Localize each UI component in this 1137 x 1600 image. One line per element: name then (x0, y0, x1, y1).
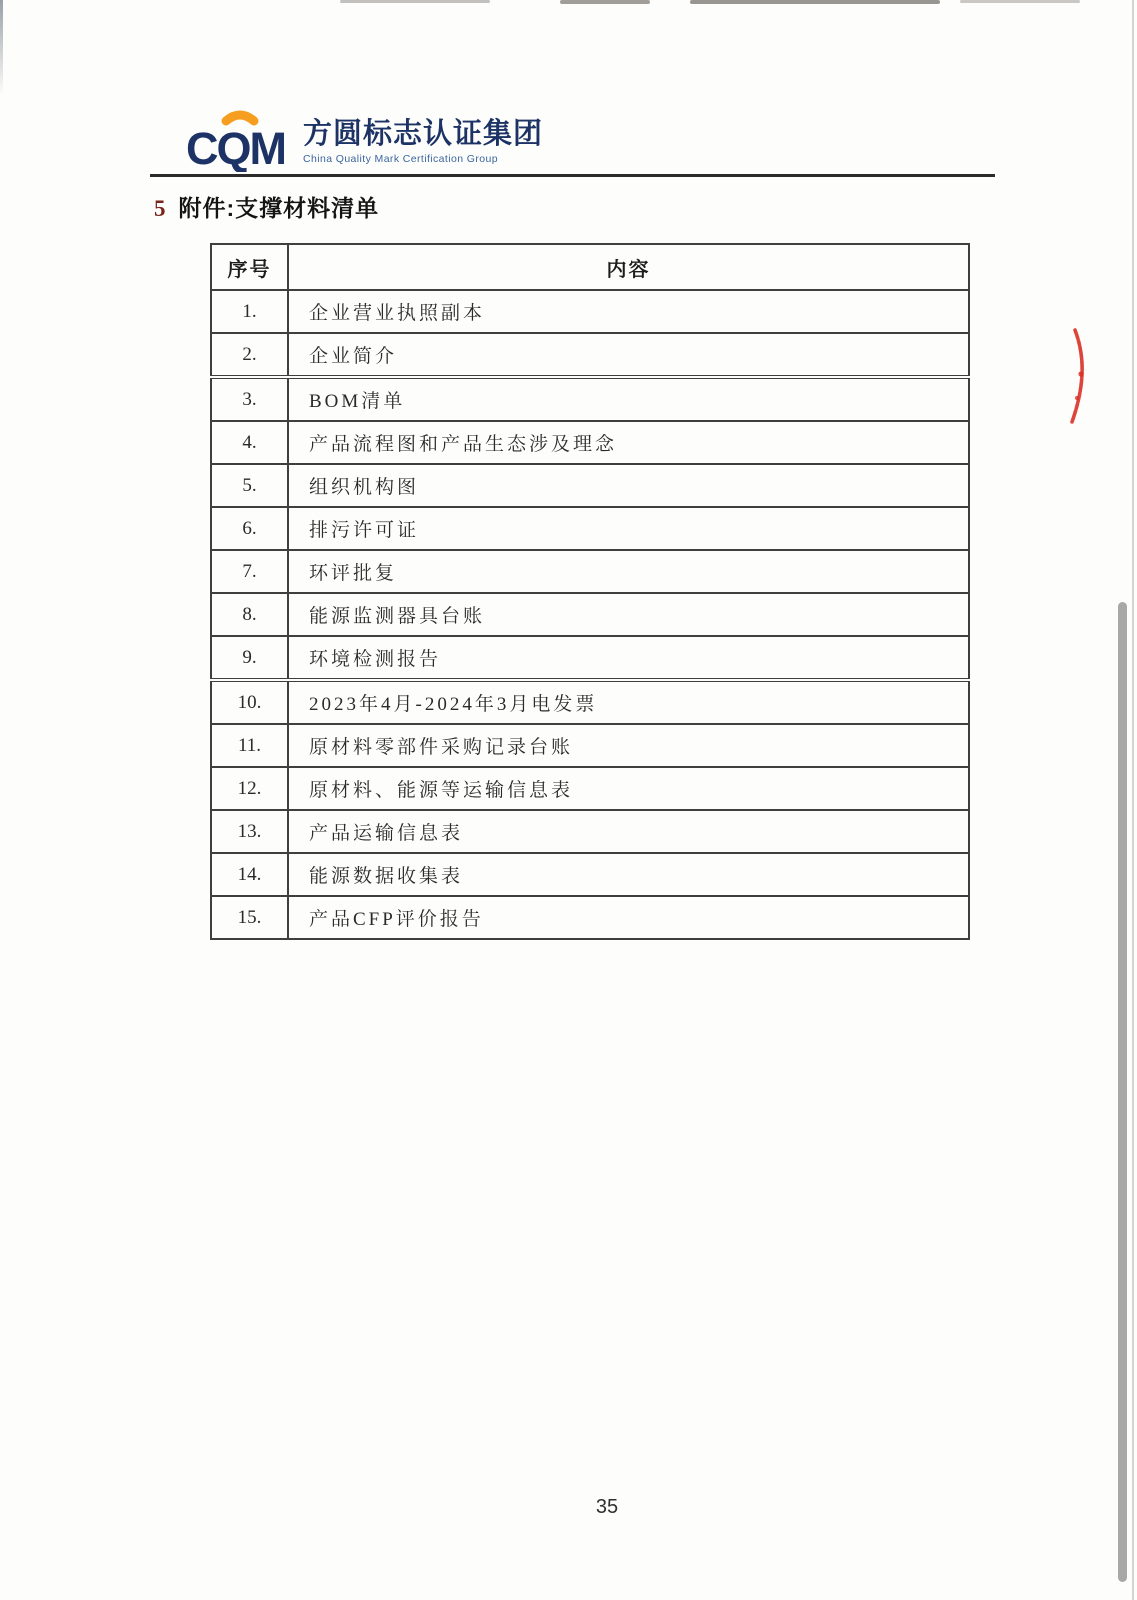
table-header-row (211, 244, 969, 290)
cqm-logo-icon (186, 106, 288, 172)
row-content-cell: BOM清单 (288, 377, 969, 421)
row-number-cell: 4. (211, 421, 288, 464)
logo-names (303, 118, 543, 165)
table-row (211, 507, 969, 550)
scan-edge-artifact-top (560, 0, 650, 4)
row-content-cell: 组织机构图 (288, 464, 969, 507)
row-number-cell: 3. (211, 377, 288, 421)
section-heading (154, 190, 379, 223)
scan-edge-artifact-top (690, 0, 940, 4)
row-number-cell: 10. (211, 680, 288, 724)
row-number-cell: 12. (211, 767, 288, 810)
row-content-cell: 产品流程图和产品生态涉及理念 (288, 421, 969, 464)
row-content-cell: 能源监测器具台账 (288, 593, 969, 636)
table-row (211, 853, 969, 896)
row-content-cell: 2023年4月-2024年3月电发票 (288, 680, 969, 724)
header-divider-line (150, 174, 995, 177)
logo-name-cjk: 方圆标志认证集团 (303, 118, 544, 150)
page-number: 35 (595, 1496, 619, 1518)
table-row (211, 550, 969, 593)
table-row (211, 333, 969, 377)
row-content-cell: 企业简介 (288, 333, 969, 377)
row-number-cell: 15. (211, 896, 288, 939)
table-row (211, 377, 969, 421)
row-number-cell: 14. (211, 853, 288, 896)
row-content-cell: 企业营业执照副本 (288, 290, 969, 333)
row-number-cell: 1. (211, 290, 288, 333)
table-row (211, 636, 969, 680)
table-row (211, 680, 969, 724)
section-title: 附件:支撑材料清单 (178, 195, 380, 221)
red-pen-mark (1062, 326, 1096, 428)
row-content-cell: 产品CFP评价报告 (288, 896, 969, 939)
table-row (211, 464, 969, 507)
row-number-cell: 13. (211, 810, 288, 853)
row-content-cell: 排污许可证 (288, 507, 969, 550)
row-content-cell: 能源数据收集表 (288, 853, 969, 896)
row-number-cell: 8. (211, 593, 288, 636)
scan-edge-artifact-top (340, 0, 490, 3)
row-number-cell: 6. (211, 507, 288, 550)
logo-name-en: China Quality Mark Certification Group (303, 153, 498, 165)
row-number-cell: 11. (211, 724, 288, 767)
row-number-cell: 9. (211, 636, 288, 680)
row-content-cell: 环评批复 (288, 550, 969, 593)
viewer-edge-line (1132, 0, 1134, 1600)
scan-edge-artifact-left (0, 0, 3, 95)
row-number-cell: 5. (211, 464, 288, 507)
row-content-cell: 产品运输信息表 (288, 810, 969, 853)
cqm-logo (186, 106, 543, 172)
table-row (211, 290, 969, 333)
table-row (211, 810, 969, 853)
table-row (211, 896, 969, 939)
scrollbar-thumb[interactable] (1118, 602, 1127, 1582)
row-content-cell: 原材料、能源等运输信息表 (288, 767, 969, 810)
row-content-cell: 原材料零部件采购记录台账 (288, 724, 969, 767)
row-number-cell: 7. (211, 550, 288, 593)
column-header-number: 序号 (211, 244, 288, 290)
row-number-cell: 2. (211, 333, 288, 377)
table-row (211, 724, 969, 767)
table-row (211, 767, 969, 810)
scan-edge-artifact-top (960, 0, 1080, 3)
section-number: 5 (154, 196, 167, 221)
table-row (211, 421, 969, 464)
table-row (211, 593, 969, 636)
row-content-cell: 环境检测报告 (288, 636, 969, 680)
supporting-materials-table (210, 243, 970, 940)
cqm-logo-acronym: CQM (186, 123, 285, 172)
column-header-content: 内容 (288, 244, 969, 290)
